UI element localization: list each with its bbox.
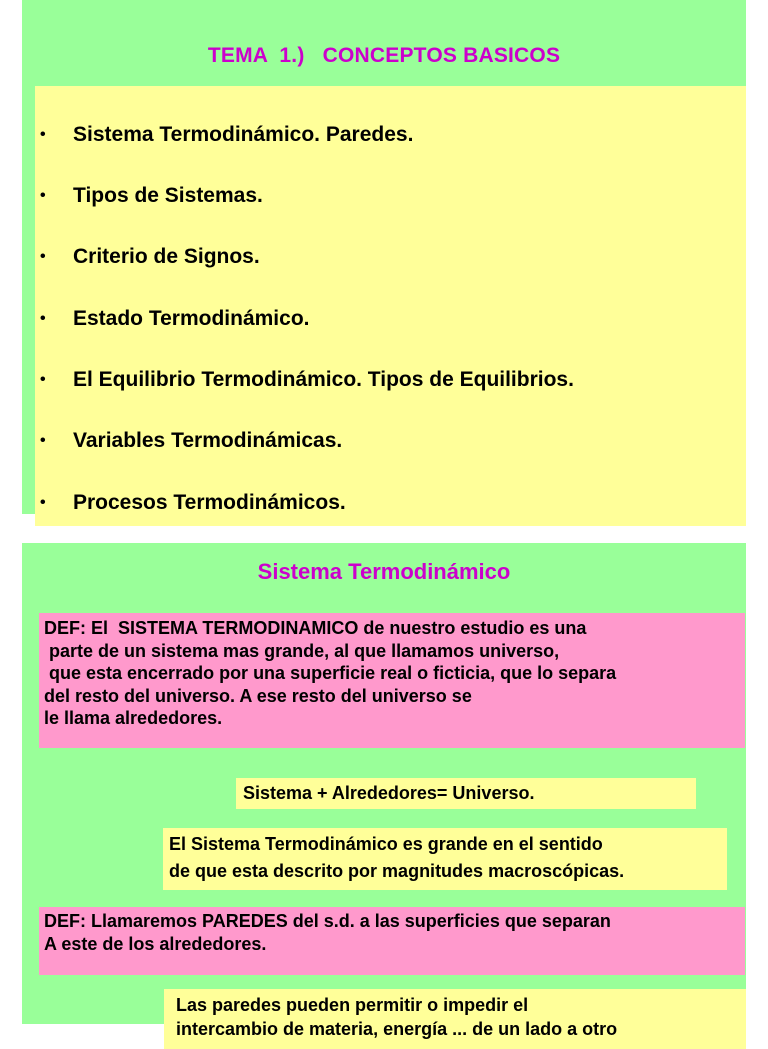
slide-1 [22,0,746,514]
bullet-icon: • [40,371,46,388]
slide-2-title: Sistema Termodinámico [257,559,511,584]
slide-1-title: TEMA 1.) CONCEPTOS BASICOS [207,44,561,67]
topics-box [35,86,746,526]
list-item-text: Tipos de Sistemas. [73,184,263,207]
walls-note-box: Las paredes pueden permitir o impedir el intercambio de materia, energía ... de un lado a otro [164,989,746,1049]
universe-equation-box: Sistema + Alrededores= Universo. [236,778,696,809]
list-item-text: El Equilibrio Termodinámico. Tipos de Equilibrios. [73,368,574,391]
bullet-icon: • [40,310,46,327]
macroscopic-note-box: El Sistema Termodinámico es grande en el sentido de que esta descrito por magnitudes macroscópicas. [163,828,727,890]
system-definition-box: DEF: El SISTEMA TERMODINAMICO de nuestro estudio es una parte de un sistema mas grande, al que llamamos universo, que esta encerrado por una superficie real o ficticia, que lo separa del resto del universo. A ese resto del universo se le llama alrededores. [39,613,745,748]
list-item-text: Sistema Termodinámico. Paredes. [73,123,414,146]
bullet-icon: • [40,494,46,511]
list-item-text: Estado Termodinámico. [73,307,310,330]
walls-definition-box: DEF: Llamaremos PAREDES del s.d. a las superficies que separan A este de los alrededores. [39,907,745,975]
bullet-icon: • [40,126,46,143]
list-item-text: Criterio de Signos. [73,245,260,268]
bullet-icon: • [40,187,46,204]
list-item-text: Variables Termodinámicas. [73,429,343,452]
slide-2 [22,543,746,1039]
list-item-text: Procesos Termodinámicos. [73,491,346,514]
bullet-icon: • [40,248,46,265]
bullet-icon: • [40,432,46,449]
